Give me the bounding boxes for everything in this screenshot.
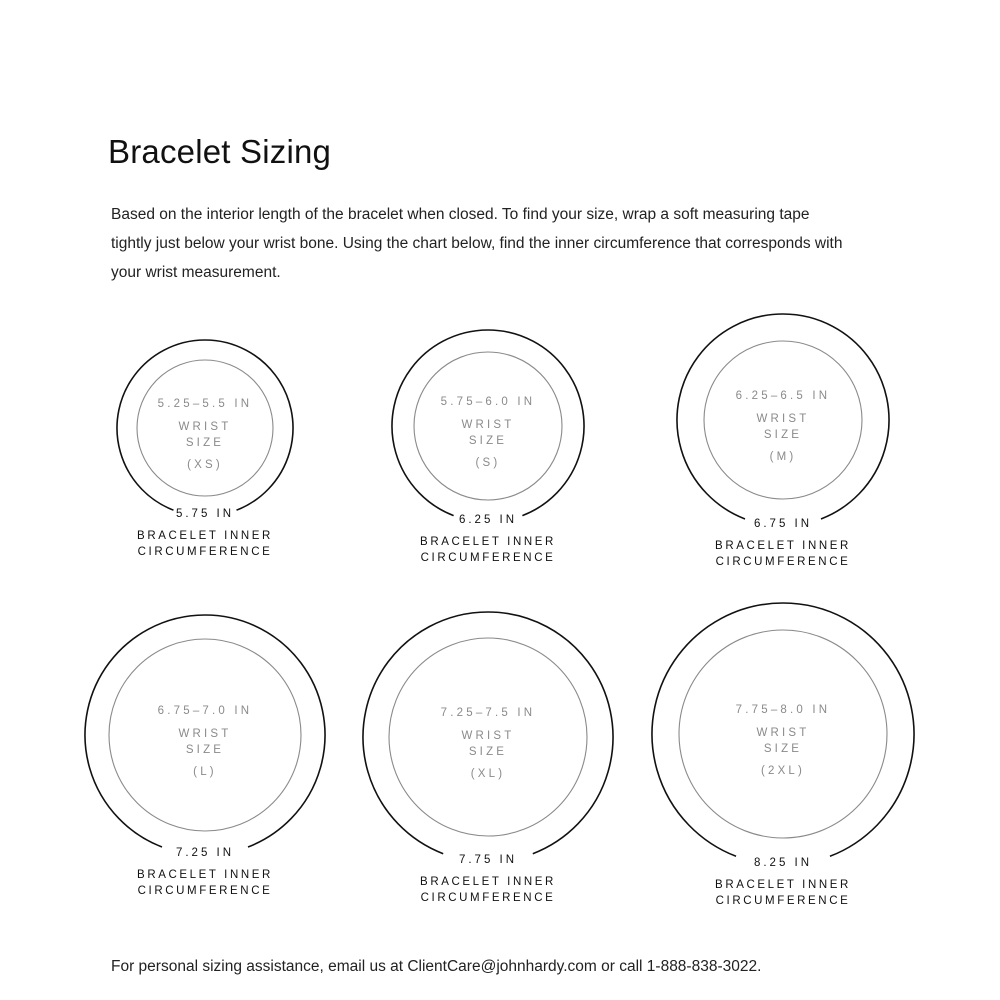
caption-line-2: CIRCUMFERENCE [420, 552, 556, 564]
size-label: SIZE [185, 437, 225, 449]
intro-line: your wrist measurement. [111, 264, 281, 281]
size-code: (S) [475, 457, 501, 469]
caption-line-2: CIRCUMFERENCE [420, 892, 556, 904]
caption-line-1: BRACELET INNER [137, 530, 273, 542]
bracelet-inner-value: 5.75 IN [175, 508, 235, 520]
caption-line-2: CIRCUMFERENCE [137, 885, 273, 897]
size-label: SIZE [468, 435, 508, 447]
wrist-label: WRIST [461, 730, 515, 742]
bracelet-inner-value: 8.25 IN [753, 857, 813, 869]
size-code: (2XL) [760, 765, 806, 777]
bracelet-inner-value: 7.75 IN [458, 854, 518, 866]
page-title: Bracelet Sizing [108, 133, 332, 170]
size-code: (M) [769, 451, 797, 463]
caption-line-2: CIRCUMFERENCE [715, 556, 851, 568]
wrist-label: WRIST [756, 413, 810, 425]
size-code: (L) [193, 766, 217, 778]
wrist-label: WRIST [461, 419, 515, 431]
caption-line-1: BRACELET INNER [715, 879, 851, 891]
intro-line: Based on the interior length of the bracelet when closed. To find your size, wrap a soft measuring tape [111, 206, 810, 223]
size-label: SIZE [763, 429, 803, 441]
caption-line-1: BRACELET INNER [420, 876, 556, 888]
wrist-range: 6.75–7.0 IN [157, 705, 253, 717]
caption-line-1: BRACELET INNER [420, 536, 556, 548]
wrist-label: WRIST [756, 727, 810, 739]
caption-line-1: BRACELET INNER [715, 540, 851, 552]
size-code: (XS) [187, 459, 223, 471]
bracelet-inner-value: 6.25 IN [458, 514, 518, 526]
size-label: SIZE [763, 743, 803, 755]
caption-line-2: CIRCUMFERENCE [715, 895, 851, 907]
wrist-range: 7.75–8.0 IN [735, 704, 831, 716]
bracelet-inner-value: 6.75 IN [753, 518, 813, 530]
wrist-range: 7.25–7.5 IN [440, 707, 536, 719]
wrist-range: 6.25–6.5 IN [735, 390, 831, 402]
wrist-label: WRIST [178, 728, 232, 740]
intro-paragraph [111, 200, 931, 287]
size-code: (XL) [470, 768, 506, 780]
wrist-range: 5.25–5.5 IN [157, 398, 253, 410]
bracelet-inner-value: 7.25 IN [175, 847, 235, 859]
caption-line-2: CIRCUMFERENCE [137, 546, 273, 558]
intro-line: tightly just below your wrist bone. Using the chart below, find the inner circumference that corresponds with [111, 235, 843, 252]
sizing-assistance-note: For personal sizing assistance, email us at ClientCare@johnhardy.com or call 1-888-838-3022. [111, 958, 762, 975]
size-label: SIZE [468, 746, 508, 758]
wrist-range: 5.75–6.0 IN [440, 396, 536, 408]
size-label: SIZE [185, 744, 225, 756]
caption-line-1: BRACELET INNER [137, 869, 273, 881]
wrist-label: WRIST [178, 421, 232, 433]
